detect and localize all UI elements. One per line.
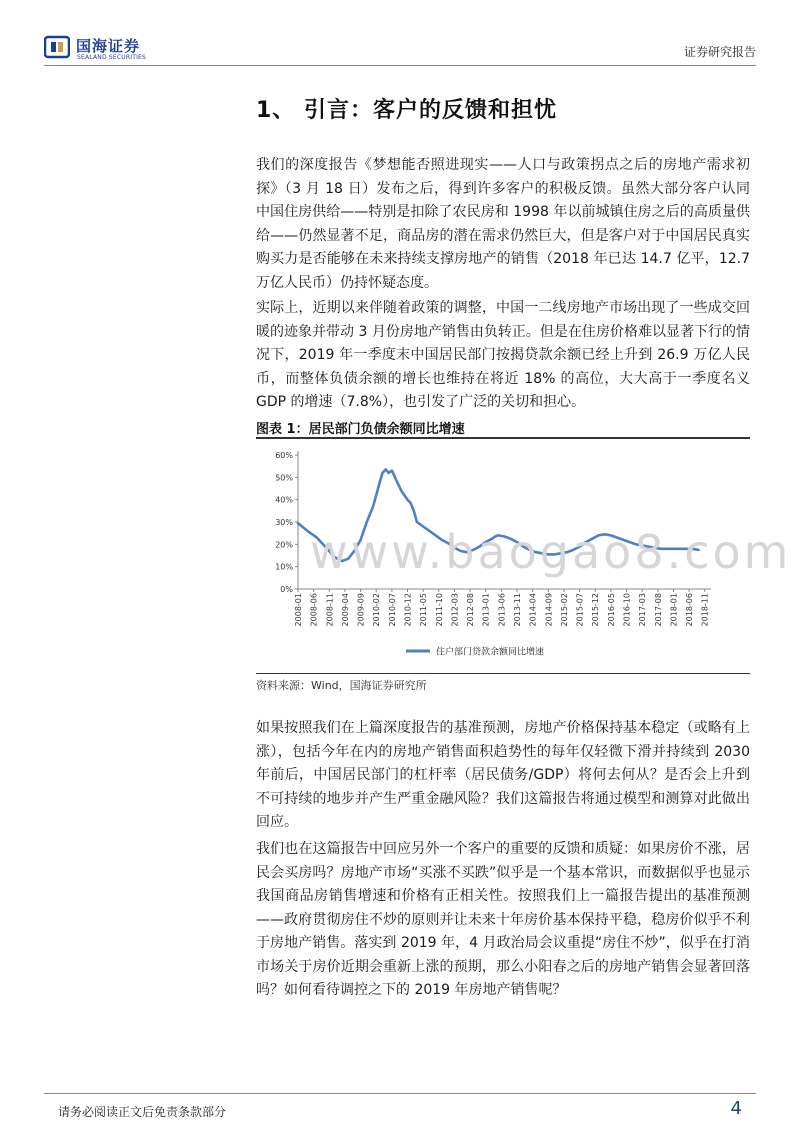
company-logo	[44, 34, 214, 66]
figure-bottom-rule	[256, 673, 750, 674]
y-tick-label: 40%	[275, 495, 293, 505]
x-tick-label: 2008-01	[294, 593, 303, 627]
x-tick-label: 2016-05	[606, 593, 616, 627]
x-tick-label: 2016-10	[622, 593, 632, 627]
page-number: 4	[730, 1098, 742, 1119]
x-tick-label: 2011-10	[434, 593, 444, 627]
x-tick-label: 2011-05	[419, 593, 429, 627]
x-tick-label: 2009-09	[356, 593, 366, 627]
y-tick-label: 50%	[275, 473, 293, 483]
header-divider	[44, 65, 756, 66]
paragraph-1: 我们的深度报告《梦想能否照进现实——人口与政策拐点之后的房地产需求初探》（3 月 18 日）发布之后，得到许多客户的积极反馈。虽然大部分客户认同中国住房供给——特别是扣除了农民房和 1998 年以前城镇住房之后的高质量供给——仍然显著不足，商品房的潜在需求仍然巨大，但是客户对于中国居民真实购买力是否能够在未来持续支撑房地产的销售（2018 年已达 14.7 亿平，12.7 万亿人民币）仍持怀疑态度。	[256, 157, 750, 291]
x-tick-label: 2014-09	[544, 593, 554, 627]
section-title: 1、 引言：客户的反馈和担忧	[256, 98, 557, 123]
x-tick-label: 2010-02	[372, 593, 382, 627]
y-tick-label: 10%	[275, 562, 293, 572]
footer-disclaimer: 请务必阅读正文后免责条款部分	[58, 1105, 227, 1119]
x-tick-label: 2018-06	[685, 593, 695, 627]
legend-label: 住户部门贷款余额同比增速	[436, 647, 545, 658]
y-tick-label: 20%	[275, 540, 293, 550]
x-tick-label: 2013-11	[513, 593, 523, 627]
paragraph-3: 如果按照我们在上篇深度报告的基准预测，房地产价格保持基本稳定（或略有上涨），包括今年在内的房地产销售面积趋势性的每年仅轻微下滑并持续到 2030 年前后，中国居民部门的杠杆率（居民债务/GDP）将何去何从？是否会上升到不可持续的地步并产生严重金融风险？我们这篇报告将通过模型和测算对此做出回应。	[256, 720, 750, 830]
x-tick-label: 2013-01	[481, 593, 491, 627]
y-tick-label: 0%	[280, 585, 293, 594]
paragraph-2: 实际上，近期以来伴随着政策的调整，中国一二线房地产市场出现了一些成交回暖的迹象并带动 3 月份房地产销售由负转正。但是在住房价格难以显著下行的情况下，2019 年一季度末中国居民部门按揭贷款余额已经上升到 26.9 万亿人民币，而整体负债余额的增长也维持在将近 18% 的高位，大大高于一季度名义 GDP 的增速（7.8%），也引发了广泛的关切和担心。	[256, 300, 750, 410]
x-tick-label: 2018-11	[700, 593, 710, 627]
x-tick-label: 2013-06	[497, 593, 507, 627]
x-tick-label: 2008-06	[309, 593, 319, 627]
x-tick-label: 2012-08	[466, 593, 476, 627]
sealand-logo-icon	[44, 34, 70, 60]
x-tick-label: 2015-02	[559, 593, 569, 627]
footer-divider	[44, 1093, 756, 1094]
y-tick-label: 30%	[275, 518, 293, 527]
x-tick-label: 2018-01	[669, 593, 679, 627]
figure-top-rule	[256, 437, 750, 439]
x-tick-label: 2015-12	[591, 593, 601, 627]
logo-name-cn: 国海证券	[76, 37, 141, 55]
report-type-label: 证券研究报告	[683, 45, 756, 59]
x-tick-label: 2017-08	[653, 593, 663, 627]
x-tick-label: 2012-03	[450, 593, 460, 627]
y-tick-label: 60%	[275, 451, 293, 460]
x-tick-label: 2010-07	[387, 593, 397, 627]
x-tick-label: 2014-04	[528, 593, 538, 627]
watermark: www.baogao8.com	[310, 525, 792, 579]
x-tick-label: 2009-04	[340, 593, 350, 627]
x-tick-label: 2017-03	[638, 593, 648, 627]
page-header	[0, 0, 800, 72]
figure-title: 图表 1：居民部门负债余额同比增速	[256, 422, 465, 437]
figure-source: 资料来源：Wind，国海证券研究所	[256, 679, 427, 692]
paragraph-4: 我们也在这篇报告中回应另外一个客户的重要的反馈和质疑：如果房价不涨，居民会买房吗？房地产市场“买涨不买跌”似乎是一个基本常识，而数据似乎也显示我国商品房销售增速和价格有正相关性。按照我们上一篇报告提出的基准预测——政府贯彻房住不炒的原则并让未来十年房价基本保持平稳，稳房价似乎不利于房地产销售。落实到 2019 年，4 月政治局会议重提“房住不炒”，似乎在打消市场关于房价近期会重新上涨的预期，那么小阳春之后的房地产销售会显著回落吗？如何看待调控之下的 2019 年房地产销售呢？	[256, 841, 750, 998]
logo-name-en: SEALAND SECURITIES	[77, 54, 147, 61]
x-tick-label: 2010-12	[403, 593, 413, 627]
x-tick-label: 2015-07	[575, 593, 585, 627]
x-tick-label: 2008-11	[325, 593, 335, 627]
